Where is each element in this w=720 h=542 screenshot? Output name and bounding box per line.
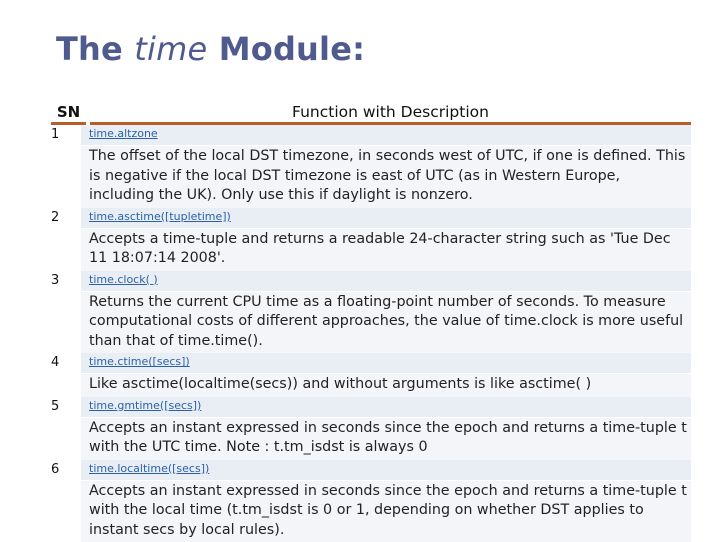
row-sn: 3: [51, 271, 81, 354]
table-row: [51, 208, 691, 271]
row-sn: 6: [51, 460, 81, 542]
header-description: Function with Description: [90, 100, 691, 125]
function-description: Accepts an instant expressed in seconds since the epoch and returns a time-tuple t with the UTC time. Note : t.tm_isdst is always 0: [81, 417, 691, 460]
table-row: [51, 353, 691, 397]
function-link[interactable]: time.localtime([secs]): [81, 460, 691, 480]
function-link[interactable]: time.asctime([tupletime]): [81, 208, 691, 228]
function-description: Accepts an instant expressed in seconds since the epoch and returns a time-tuple t with the local time (t.tm_isdst is 0 or 1, depending on whether DST applies to instant secs by local rules).: [81, 480, 691, 542]
function-link[interactable]: time.altzone: [81, 125, 691, 145]
table-row: [51, 271, 691, 354]
title-emphasis: time: [134, 30, 207, 68]
function-link[interactable]: time.clock( ): [81, 271, 691, 291]
table-row: [51, 460, 691, 542]
page-title: [56, 30, 365, 68]
function-description: Accepts a time-tuple and returns a readable 24-character string such as 'Tue Dec 11 18:07:14 2008'.: [81, 228, 691, 271]
row-sn: 5: [51, 397, 81, 460]
row-sn: 2: [51, 208, 81, 271]
table-row: [51, 125, 691, 208]
function-description: Returns the current CPU time as a floating-point number of seconds. To measure computational costs of different approaches, the value of time.clock is more useful than that of time.time().: [81, 291, 691, 354]
title-prefix: The: [56, 30, 134, 68]
table-header: [51, 100, 691, 125]
row-sn: 1: [51, 125, 81, 208]
function-description: The offset of the local DST timezone, in seconds west of UTC, if one is defined. This is negative if the local DST timezone is east of UTC (as in Western Europe, including the UK). Only use this if daylight is nonzero.: [81, 145, 691, 208]
function-description: Like asctime(localtime(secs)) and without arguments is like asctime( ): [81, 373, 691, 397]
function-link[interactable]: time.ctime([secs]): [81, 353, 691, 373]
function-link[interactable]: time.gmtime([secs]): [81, 397, 691, 417]
function-table: [51, 100, 691, 542]
title-suffix: Module:: [207, 30, 365, 68]
header-sn: SN: [51, 100, 86, 125]
table-row: [51, 397, 691, 460]
row-sn: 4: [51, 353, 81, 397]
